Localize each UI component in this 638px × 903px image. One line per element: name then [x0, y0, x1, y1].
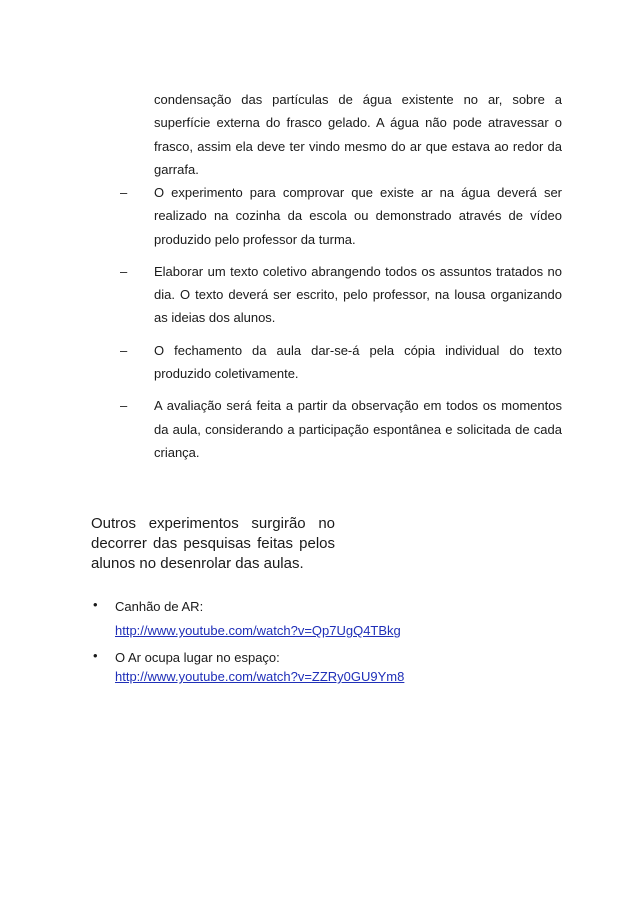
list-item-text: O fechamento da aula dar-se-á pela cópia individual do texto produzido coletivamente.: [154, 342, 562, 382]
list-item: [120, 181, 562, 251]
list-item-text: Elaborar um texto coletivo abrangendo todos os assuntos tratados no dia. O texto deverá ser escrito, pelo professor, na lousa organizando as ideias dos alunos.: [154, 263, 562, 326]
bullet-icon: •: [93, 648, 98, 663]
video-title: Canhão de AR:: [115, 599, 204, 614]
video-links-list: [91, 597, 511, 694]
list-item-text: O experimento para comprovar que existe ar na água deverá ser realizado na cozinha da escola ou demonstrado através de vídeo produzido pelo professor da turma.: [154, 185, 562, 247]
dash-bullet-icon: –: [120, 263, 128, 279]
list-item: [120, 260, 562, 330]
video-title: O Ar ocupa lugar no espaço:: [115, 650, 280, 665]
video-link[interactable]: http://www.youtube.com/watch?v=Qp7UgQ4TBkg: [115, 623, 401, 638]
experiments-note: Outros experimentos surgirão no decorrer das pesquisas feitas pelos alunos no desenrolar das aulas.: [91, 515, 335, 572]
video-link[interactable]: http://www.youtube.com/watch?v=ZZRy0GU9Ym8: [115, 669, 405, 684]
procedure-list: [120, 181, 562, 473]
list-item: [120, 394, 562, 464]
bullet-icon: •: [93, 597, 98, 612]
list-item: [91, 597, 511, 640]
list-item: [91, 648, 511, 686]
continuation-paragraph: condensação das partículas de água existente no ar, sobre a superfície externa do frasco gelado. A água não pode atravessar o frasco, assim ela deve ter vindo mesmo do ar que estava ao redor da garrafa.: [154, 92, 562, 177]
dash-bullet-icon: –: [120, 342, 128, 358]
dash-bullet-icon: –: [120, 185, 128, 200]
list-item-text: A avaliação será feita a partir da observação em todos os momentos da aula, considerando a participação espontânea e solicitada de cada criança.: [154, 398, 562, 460]
list-item: [120, 339, 562, 386]
dash-bullet-icon: –: [120, 398, 128, 414]
